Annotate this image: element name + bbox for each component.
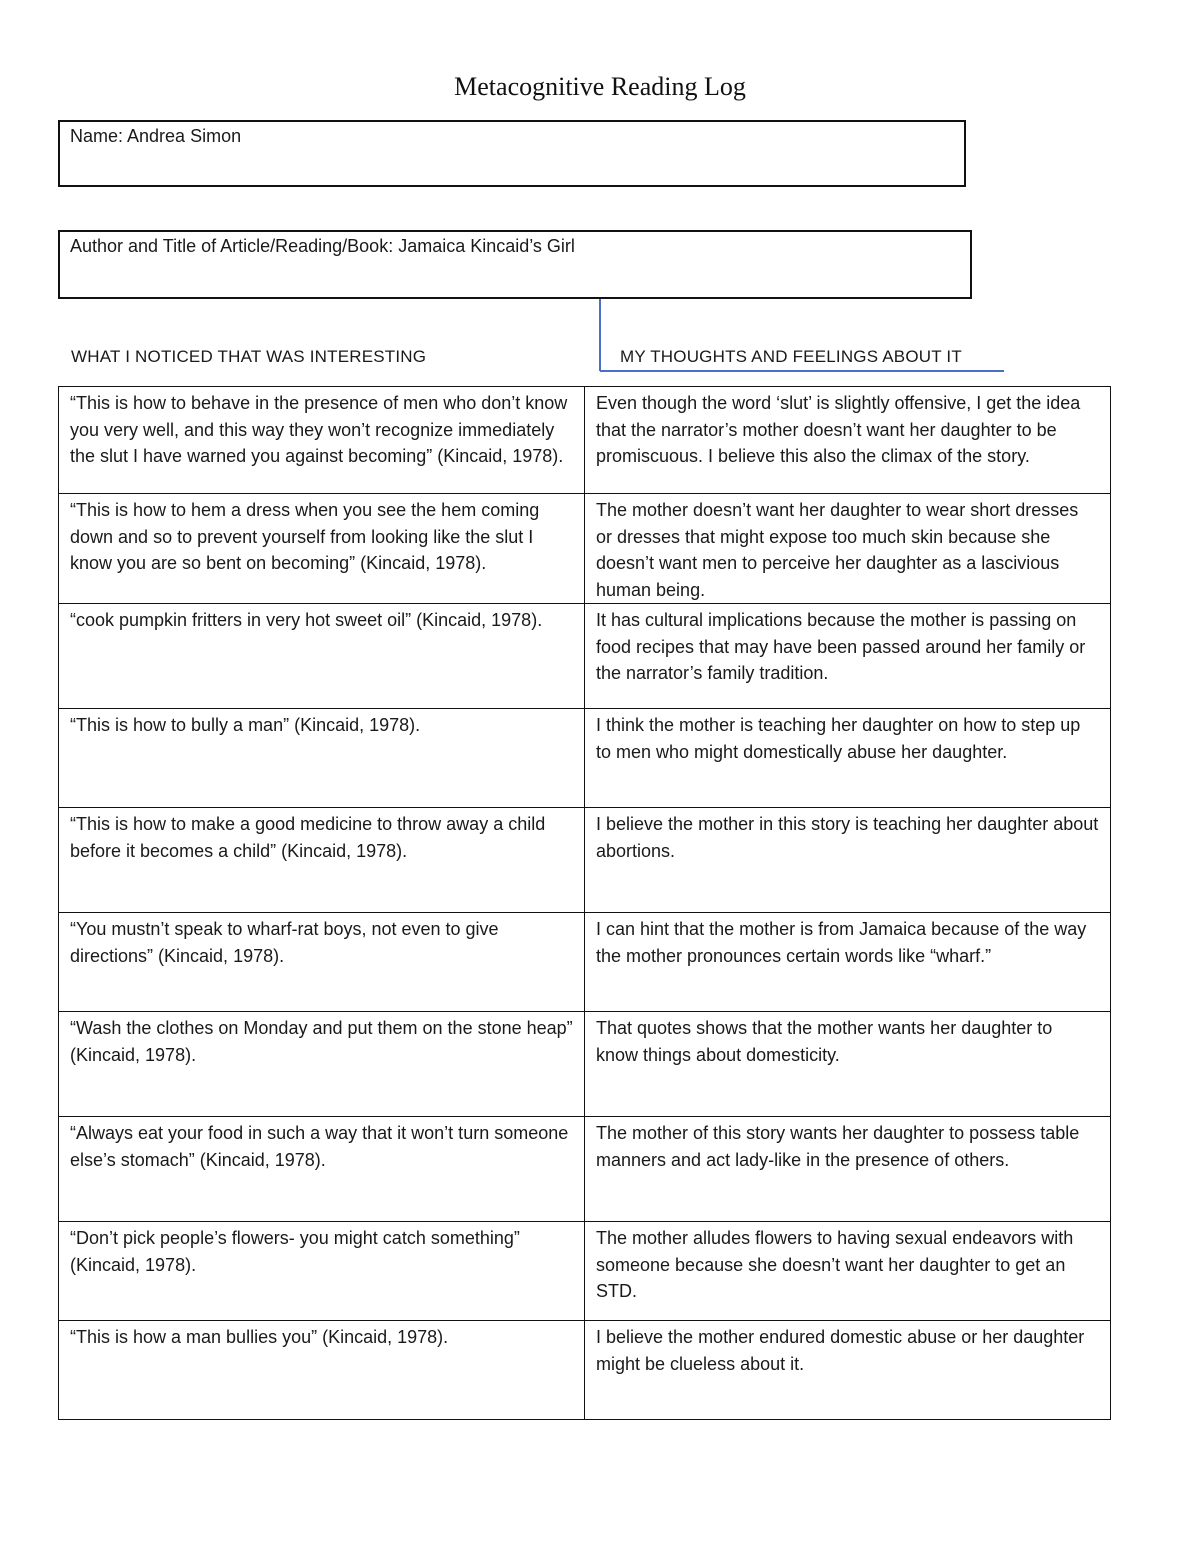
thoughts-cell[interactable]: It has cultural implications because the mother is passing on food recipes that may have been passed around her family or the narrator’s family tradition. [585, 604, 1111, 709]
thoughts-cell[interactable]: The mother of this story wants her daughter to possess table manners and act lady-like in the presence of others. [585, 1117, 1111, 1222]
table-row [59, 1222, 1111, 1321]
thoughts-cell[interactable]: Even though the word ‘slut’ is slightly offensive, I get the idea that the narrator’s mother doesn’t want her daughter to be promiscuous. I believe this also the climax of the story. [585, 387, 1111, 494]
thoughts-cell[interactable]: The mother alludes flowers to having sexual endeavors with someone because she doesn’t want her daughter to get an STD. [585, 1222, 1111, 1321]
author-title-field[interactable] [58, 230, 972, 299]
noticed-cell[interactable]: “This is how to make a good medicine to throw away a child before it becomes a child” (Kincaid, 1978). [59, 808, 585, 913]
noticed-cell[interactable]: “You mustn’t speak to wharf-rat boys, not even to give directions” (Kincaid, 1978). [59, 913, 585, 1012]
noticed-cell[interactable]: “Always eat your food in such a way that it won’t turn someone else’s stomach” (Kincaid, 1978). [59, 1117, 585, 1222]
noticed-cell[interactable]: “This is how to bully a man” (Kincaid, 1978). [59, 709, 585, 808]
table-row [59, 1012, 1111, 1117]
thoughts-cell[interactable]: I believe the mother in this story is teaching her daughter about abortions. [585, 808, 1111, 913]
table-row [59, 808, 1111, 913]
thoughts-cell[interactable]: I believe the mother endured domestic abuse or her daughter might be clueless about it. [585, 1321, 1111, 1420]
table-row [59, 387, 1111, 494]
noticed-cell[interactable]: “This is how to hem a dress when you see the hem coming down and so to prevent yourself from looking like the slut I know you are so bent on becoming” (Kincaid, 1978). [59, 494, 585, 604]
noticed-cell[interactable]: “Wash the clothes on Monday and put them on the stone heap” (Kincaid, 1978). [59, 1012, 585, 1117]
name-field[interactable] [58, 120, 966, 187]
noticed-cell[interactable]: “This is how a man bullies you” (Kincaid, 1978). [59, 1321, 585, 1420]
table-row [59, 1321, 1111, 1420]
header-underline [600, 370, 1004, 372]
table-row [59, 709, 1111, 808]
thoughts-cell[interactable]: That quotes shows that the mother wants her daughter to know things about domesticity. [585, 1012, 1111, 1117]
column-header-noticed: WHAT I NOTICED THAT WAS INTERESTING [71, 347, 427, 366]
thoughts-cell[interactable]: I can hint that the mother is from Jamaica because of the way the mother pronounces certain words like “wharf.” [585, 913, 1111, 1012]
table-row [59, 1117, 1111, 1222]
noticed-cell[interactable]: “Don’t pick people’s flowers- you might catch something” (Kincaid, 1978). [59, 1222, 585, 1321]
column-divider-line [599, 299, 601, 371]
column-header-thoughts: MY THOUGHTS AND FEELINGS ABOUT IT [620, 347, 962, 366]
table-row [59, 913, 1111, 1012]
thoughts-cell[interactable]: I think the mother is teaching her daughter on how to step up to men who might domestically abuse her daughter. [585, 709, 1111, 808]
noticed-cell[interactable]: “This is how to behave in the presence of men who don’t know you very well, and this way they won’t recognize immediately the slut I have warned you against becoming” (Kincaid, 1978). [59, 387, 585, 494]
name-field-text: Name: Andrea Simon [70, 126, 242, 146]
table-row [59, 494, 1111, 604]
table-row [59, 604, 1111, 709]
noticed-cell[interactable]: “cook pumpkin fritters in very hot sweet oil” (Kincaid, 1978). [59, 604, 585, 709]
reading-log-table [58, 386, 1111, 1420]
author-title-field-text: Author and Title of Article/Reading/Book: Jamaica Kincaid’s Girl [70, 236, 575, 256]
page-title: Metacognitive Reading Log [454, 72, 746, 101]
thoughts-cell[interactable]: The mother doesn’t want her daughter to wear short dresses or dresses that might expose too much skin because she doesn’t want men to perceive her daughter as a lascivious human being. [585, 494, 1111, 604]
